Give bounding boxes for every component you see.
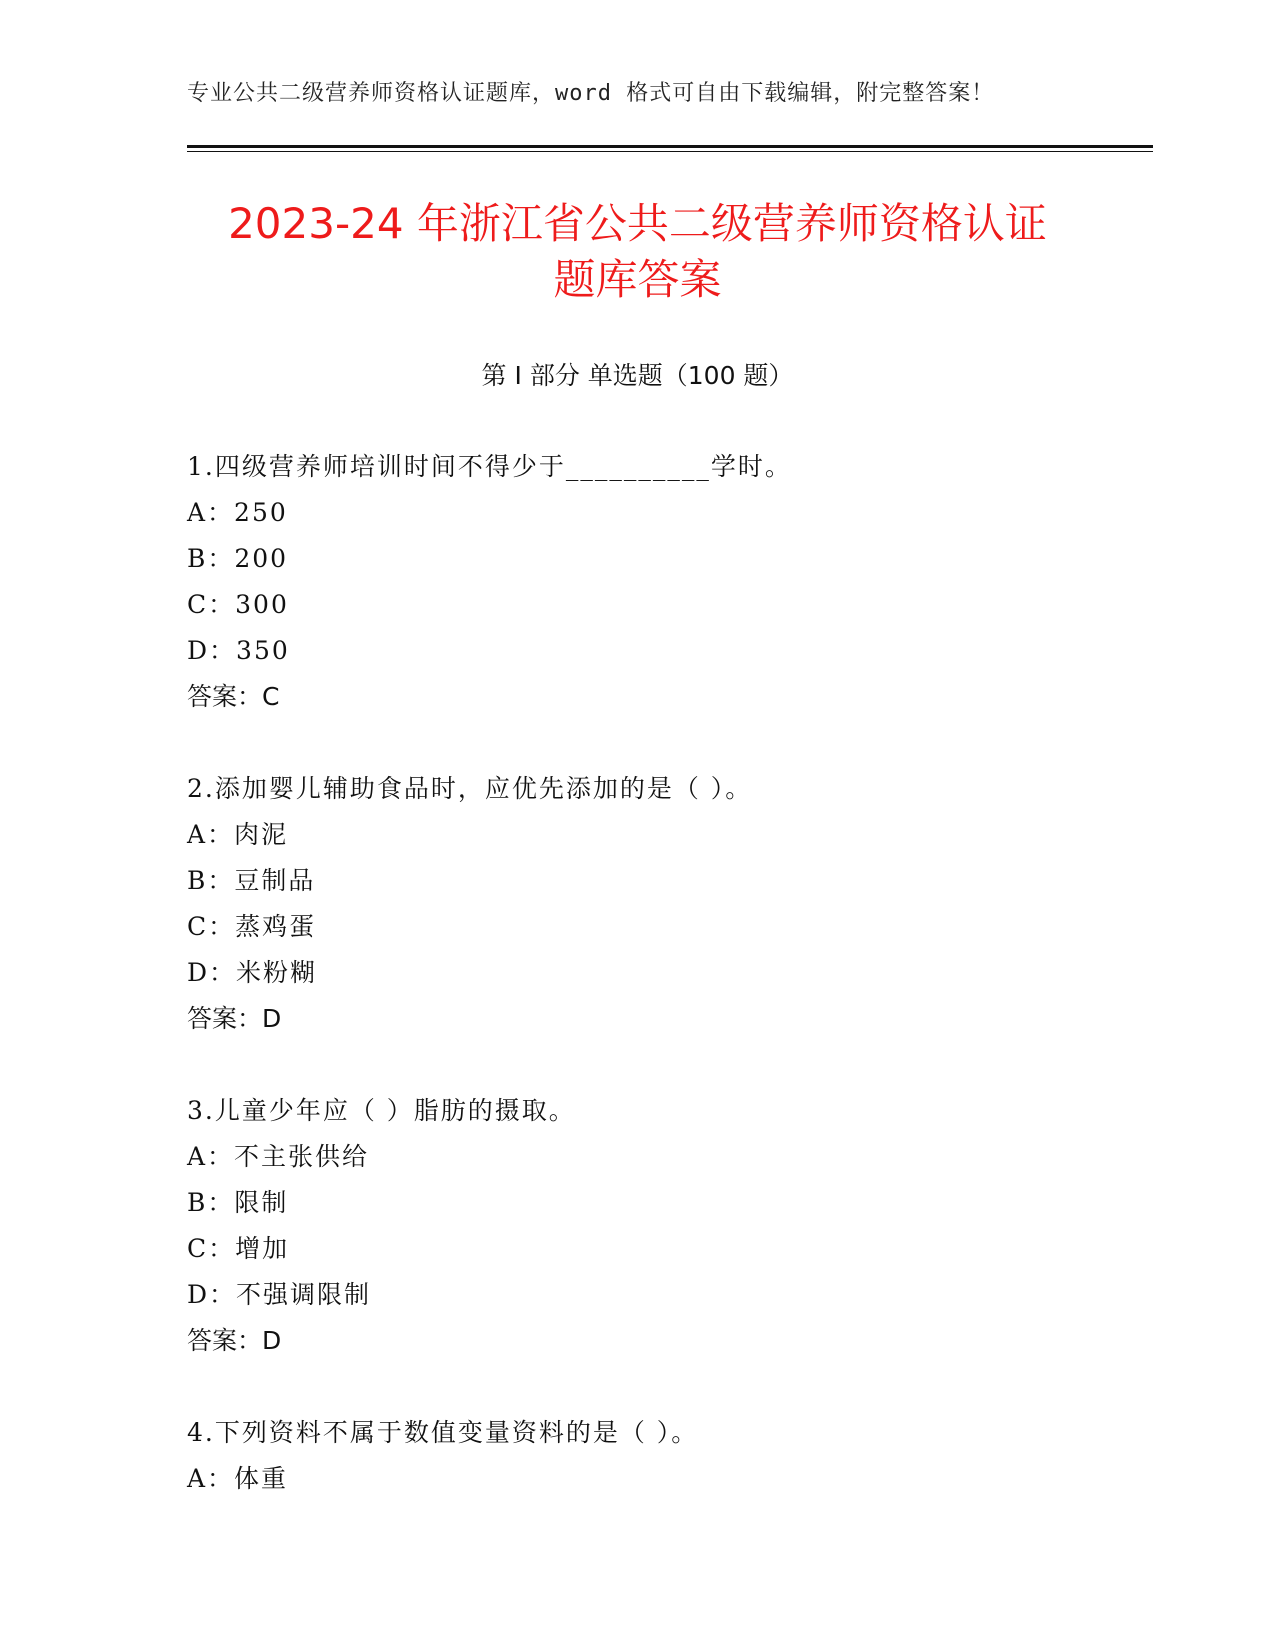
- option-a: A：250: [187, 498, 288, 527]
- question-2: [187, 766, 1147, 1042]
- option-c: C：增加: [187, 1234, 290, 1263]
- answer: 答案：C: [187, 682, 280, 711]
- question-4: [187, 1410, 1147, 1502]
- answer: 答案：D: [187, 1004, 282, 1033]
- question-stem: 4.下列资料不属于数值变量资料的是（ ）。: [187, 1418, 699, 1447]
- answer: 答案：D: [187, 1326, 282, 1355]
- question-list: [187, 444, 1147, 1548]
- option-d: D：350: [187, 636, 290, 665]
- question-3: [187, 1088, 1147, 1364]
- header-divider-thin: [187, 151, 1153, 152]
- option-d: D：米粉糊: [187, 958, 318, 987]
- question-stem: 3.儿童少年应（ ）脂肪的摄取。: [187, 1096, 576, 1125]
- option-c: C：蒸鸡蛋: [187, 912, 317, 941]
- section-title: 第 I 部分 单选题（100 题）: [481, 361, 794, 390]
- document-title: [150, 196, 1125, 308]
- option-b: B：限制: [187, 1188, 289, 1217]
- title-line-2: 题库答案: [553, 255, 722, 304]
- question-stem: 2.添加婴儿辅助食品时，应优先添加的是（ ）。: [187, 774, 753, 803]
- option-b: B：豆制品: [187, 866, 316, 895]
- question-1: [187, 444, 1147, 720]
- option-c: C：300: [187, 590, 289, 619]
- option-a: A：肉泥: [187, 820, 289, 849]
- question-stem: 1.四级营养师培训时间不得少于__________学时。: [187, 452, 792, 481]
- header-divider: [187, 145, 1153, 148]
- option-a: A：不主张供给: [187, 1142, 370, 1171]
- option-b: B：200: [187, 544, 289, 573]
- option-d: D：不强调限制: [187, 1280, 372, 1309]
- header-note: 专业公共二级营养师资格认证题库，word 格式可自由下载编辑，附完整答案！: [187, 81, 995, 106]
- option-a: A：体重: [187, 1464, 289, 1493]
- title-line-1: 2023-24 年浙江省公共二级营养师资格认证: [228, 199, 1047, 248]
